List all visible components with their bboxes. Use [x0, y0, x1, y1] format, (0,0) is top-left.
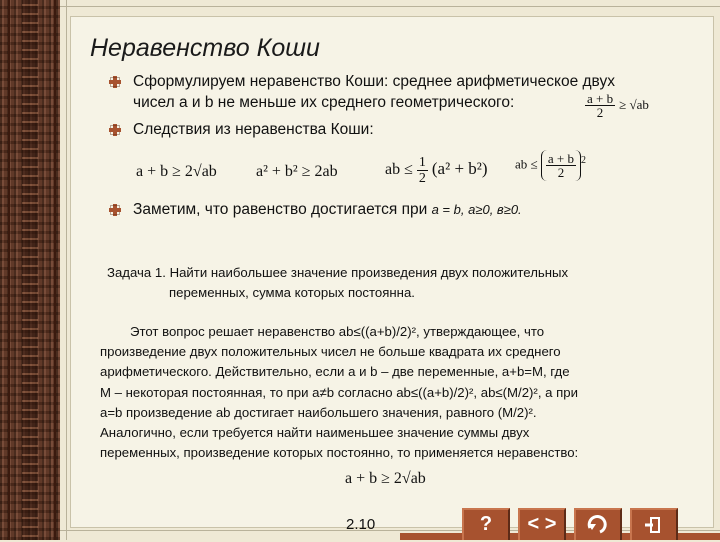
corollary-formula-3 — [385, 155, 488, 186]
bullet-text-1: Сформулируем неравенство Коши: среднее арифметическое двух — [133, 73, 615, 90]
equality-condition: a = b, a≥0, в≥0. — [431, 202, 522, 217]
help-icon: ? — [479, 513, 493, 535]
return-button[interactable] — [574, 508, 622, 540]
bullet-text-4 — [133, 200, 522, 220]
equality-text: Заметим, что равенство достигается при — [133, 201, 428, 218]
formula-lhs: ab ≤ — [385, 161, 413, 179]
paragraph-line: a=b произведение ab достигает наибольшего значения, равного (M/2)². — [100, 404, 537, 420]
corollary-formula-4 — [515, 150, 586, 181]
bullet-text-3: Следствия из неравенства Коши: — [133, 121, 374, 138]
cauchy-formula — [585, 92, 649, 119]
fraction-numerator: 1 — [418, 155, 426, 170]
bullet-icon — [109, 204, 121, 216]
fraction-denominator: 2 — [418, 171, 426, 186]
fraction-numerator: a + b — [547, 151, 575, 166]
prev-next-icon: < > — [527, 513, 557, 535]
bullet-text-2: чисел a и b не меньше их среднего геометрического: — [133, 94, 515, 111]
grid-line — [60, 6, 720, 7]
slide-title: Неравенство Коши — [90, 34, 320, 62]
cauchy-rhs: ≥ √ab — [619, 97, 649, 113]
return-icon — [586, 514, 610, 534]
fraction-numerator: a + b — [587, 91, 614, 106]
paragraph-line: Аналогично, если требуется найти наименьшее значение суммы двух — [100, 425, 530, 441]
paragraph-line: переменных, произведение которых постоянно, то применяется неравенство: — [100, 445, 579, 461]
fraction-denominator: 2 — [596, 105, 604, 120]
exit-icon — [642, 514, 666, 534]
task-line-1: Задача 1. Найти наибольшее значение произведения двух положительных — [107, 265, 569, 280]
grid-line — [66, 0, 67, 540]
fraction-denominator: 2 — [557, 165, 565, 180]
corollary-formula-2: a² + b² ≥ 2ab — [256, 163, 338, 180]
solution-paragraph — [100, 322, 700, 463]
exit-button[interactable] — [630, 508, 678, 540]
corollary-formula-1: a + b ≥ 2√ab — [136, 163, 217, 180]
paragraph-line: Этот вопрос решает неравенство ab≤((a+b)/2)², утверждающее, что — [130, 324, 545, 339]
paragraph-line: арифметического. Действительно, если a и b – две переменные, a+b=M, где — [100, 364, 570, 380]
page-number: 2.10 — [346, 516, 376, 533]
paragraph-line: M – некоторая постоянная, то при a≠b согласно ab≤((a+b)/2)², ab≤(M/2)², а при — [100, 384, 578, 400]
prev-next-button[interactable] — [518, 508, 566, 540]
bullet-icon — [109, 76, 121, 88]
help-button[interactable] — [462, 508, 510, 540]
decorative-border — [0, 0, 60, 540]
border-strip — [22, 0, 38, 540]
formula-lhs: ab ≤ — [515, 156, 538, 172]
task-statement — [107, 263, 692, 303]
final-formula: a + b ≥ 2√ab — [345, 470, 426, 487]
task-line-2: переменных, сумма которых постоянна. — [169, 285, 415, 300]
paragraph-line: произведение двух положительных чисел не больше квадрата их среднего — [100, 344, 561, 360]
formula-power: 2 — [581, 155, 587, 167]
formula-rhs: (a² + b²) — [431, 159, 488, 179]
bullet-icon — [109, 124, 121, 136]
